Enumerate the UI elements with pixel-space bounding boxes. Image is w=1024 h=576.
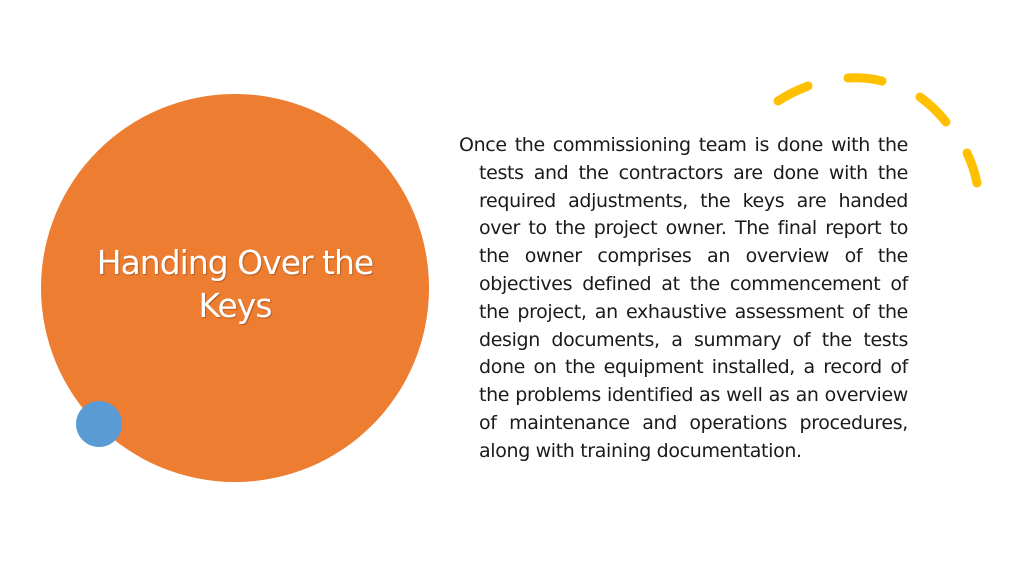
arc-dash-1 bbox=[778, 86, 808, 101]
body-paragraph: Once the commissioning team is done with the tests and the contractors are done with the required adjustments, the keys are handed over to the project owner. The final report to the owner comprises an overview of the objectives defined at the commencement of the project, an exhaustive assessment of the design documents, a summary of the tests done on the equipment installed, a record of the problems identified as well as an overview of maintenance and operations procedures, along with training documentation. bbox=[459, 134, 908, 462]
arc-dash-4 bbox=[967, 153, 977, 183]
small-accent-circle bbox=[76, 401, 122, 447]
slide-title: Handing Over the Keys bbox=[96, 243, 374, 325]
arc-dash-3 bbox=[920, 97, 946, 122]
arc-dash-2 bbox=[848, 78, 882, 81]
